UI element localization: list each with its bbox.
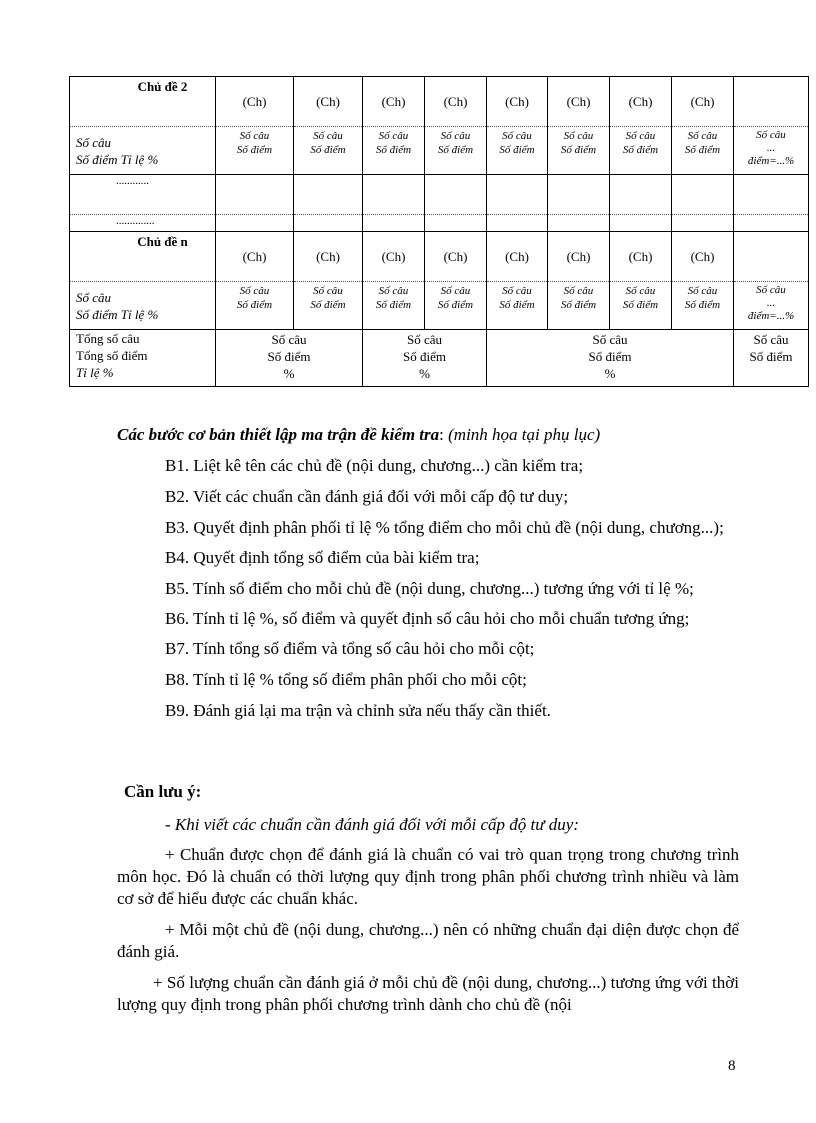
sum-line2: ... [766, 142, 776, 154]
row-label-line2: Số điểm Tỉ lệ % [76, 151, 159, 167]
note-item: + Mỗi một chủ đề (nội dung, chương...) nên có những chuẩn đại diện được chọn để đánh giá. [117, 920, 739, 961]
heading-paren: (minh họa tại phụ lục) [448, 425, 601, 444]
dots-placeholder: .............. [70, 215, 216, 232]
sum-line3: điểm=...% [747, 310, 795, 322]
empty-cell [487, 215, 548, 232]
score-cell [363, 282, 425, 330]
score-cell-line1: Số câu [563, 285, 594, 297]
score-cell-line2: Số điểm [622, 144, 659, 156]
score-cell-line2: Số điểm [684, 299, 721, 311]
score-cell-line1: Số câu [313, 130, 343, 142]
score-cell-line2: Số điểm [375, 299, 412, 311]
empty-cell [363, 215, 425, 232]
sum-line1: Số câu [756, 284, 786, 296]
totals-label-line3: Tỉ lệ % [76, 365, 114, 380]
score-cell-line2: Số điểm [499, 299, 535, 311]
totals-label-line1: Tổng số câu [76, 331, 140, 346]
score-cell-line1: Số câu [687, 285, 718, 297]
score-cell [610, 282, 672, 330]
empty-cell [672, 175, 734, 215]
empty-cell [734, 232, 809, 282]
row-label [70, 282, 216, 330]
ch-cell: (Ch) [363, 232, 425, 282]
score-cell-line2: Số điểm [437, 299, 474, 311]
score-cell [610, 127, 672, 175]
score-cell [216, 282, 294, 330]
empty-cell [734, 77, 809, 127]
totals-label [70, 330, 216, 387]
matrix-table [69, 76, 809, 387]
score-cell-line2: Số điểm [236, 144, 273, 156]
totals-line3: % [419, 366, 430, 381]
step-item: B6. Tính tỉ lệ %, số điểm và quyết định số câu hỏi cho mỗi chuẩn tương ứng; [165, 609, 690, 628]
totals-cell [734, 330, 809, 387]
topic-2-score-row [70, 127, 809, 175]
ch-cell: (Ch) [548, 77, 610, 127]
score-cell [672, 127, 734, 175]
empty-cell [672, 215, 734, 232]
score-cell-line2: Số điểm [560, 299, 597, 311]
score-cell [363, 127, 425, 175]
totals-line3: % [604, 366, 616, 381]
empty-cell [548, 175, 610, 215]
row-label-line2: Số điểm Tỉ lệ % [76, 306, 159, 322]
score-cell-line1: Số câu [313, 285, 343, 297]
score-cell-line2: Số điểm [622, 299, 659, 311]
ch-cell: (Ch) [425, 232, 487, 282]
topic-n-title: Chủ đề n [70, 232, 216, 282]
score-cell [425, 282, 487, 330]
score-cell-line2: Số điểm [236, 299, 273, 311]
totals-line1: Số câu [271, 332, 307, 347]
ch-cell: (Ch) [487, 77, 548, 127]
empty-cell [610, 175, 672, 215]
row-label-line1: Số câu [76, 289, 112, 305]
empty-cell [216, 215, 294, 232]
empty-cell [363, 175, 425, 215]
totals-cell [487, 330, 734, 387]
page-number: 8 [728, 1058, 736, 1074]
note-item: + Số lượng chuẩn cần đánh giá ở mỗi chủ đề (nội dung, chương...) tương ứng với thời lượng quy định trong phân phối chương trình dành cho chủ đề (nội [117, 973, 739, 1014]
totals-line1: Số câu [753, 332, 789, 347]
step-item: B2. Viết các chuẩn cần đánh giá đối với mỗi cấp độ tư duy; [165, 487, 569, 506]
heading-bold: Các bước cơ bản thiết lập ma trận đề kiểm tra [117, 425, 440, 444]
ch-cell: (Ch) [487, 232, 548, 282]
note-subheading: - Khi viết các chuẩn cần đánh giá đối với mỗi cấp độ tư duy: [165, 815, 579, 834]
step-item: B9. Đánh giá lại ma trận và chỉnh sửa nếu thấy cần thiết. [165, 701, 551, 720]
step-item: B7. Tính tổng số điểm và tổng số câu hỏi cho mỗi cột; [165, 639, 535, 658]
score-cell-line1: Số câu [502, 285, 532, 297]
score-cell-line1: Số câu [239, 285, 270, 297]
score-cell-line1: Số câu [687, 130, 718, 142]
ch-cell: (Ch) [294, 77, 363, 127]
sum-line2: ... [766, 297, 776, 309]
totals-line1: Số câu [592, 332, 628, 347]
step-item: B1. Liệt kê tên các chủ đề (nội dung, chương...) cần kiểm tra; [165, 456, 584, 475]
dots-placeholder: ............ [70, 175, 216, 215]
score-cell-line1: Số câu [440, 130, 471, 142]
totals-cell [216, 330, 363, 387]
totals-row [70, 330, 809, 387]
score-cell [487, 127, 548, 175]
score-cell-line1: Số câu [378, 130, 409, 142]
empty-cell [425, 215, 487, 232]
score-cell-line1: Số câu [239, 130, 270, 142]
totals-line3: % [283, 366, 295, 381]
note-body [117, 814, 739, 1016]
empty-cell [610, 215, 672, 232]
empty-cell [734, 215, 809, 232]
score-cell-line2: Số điểm [310, 144, 346, 156]
placeholder-row [70, 215, 809, 232]
score-cell-line1: Số câu [625, 285, 656, 297]
totals-line1: Số câu [406, 332, 443, 347]
empty-cell [294, 175, 363, 215]
ch-cell: (Ch) [363, 77, 425, 127]
ch-cell: (Ch) [672, 232, 734, 282]
ch-cell: (Ch) [216, 77, 294, 127]
sum-cell [734, 282, 809, 330]
empty-cell [548, 215, 610, 232]
totals-label-line2: Tổng số điểm [76, 348, 148, 363]
ch-cell: (Ch) [294, 232, 363, 282]
empty-cell [216, 175, 294, 215]
ch-cell: (Ch) [548, 232, 610, 282]
totals-line2: Số điểm [749, 349, 793, 364]
topic-2-row [70, 77, 809, 127]
step-item: B8. Tính tỉ lệ % tổng số điểm phân phối cho mỗi cột; [165, 670, 527, 689]
note-item: + Chuẩn được chọn để đánh giá là chuẩn có vai trò quan trọng trong chương trình môn học. Đó là chuẩn có thời lượng quy định trong phân phối chương trình nhiều và làm cơ sở để hiểu được các chuẩn khác. [117, 845, 739, 908]
section-heading [117, 424, 739, 446]
score-cell-line2: Số điểm [560, 144, 597, 156]
totals-cell [363, 330, 487, 387]
ch-cell: (Ch) [610, 232, 672, 282]
topic-2-title: Chủ đề 2 [70, 77, 216, 127]
step-item: B3. Quyết định phân phối tỉ lệ % tổng điểm cho mỗi chủ đề (nội dung, chương...); [165, 518, 724, 537]
step-item: B4. Quyết định tổng số điểm của bài kiểm tra; [165, 548, 480, 567]
score-cell [487, 282, 548, 330]
topic-n-row [70, 232, 809, 282]
empty-cell [487, 175, 548, 215]
sum-line1: Số câu [756, 129, 786, 141]
ch-cell: (Ch) [672, 77, 734, 127]
topic-n-score-row [70, 282, 809, 330]
steps-list [117, 455, 739, 731]
sum-line3: điểm=...% [747, 155, 795, 167]
empty-cell [734, 175, 809, 215]
ch-cell: (Ch) [216, 232, 294, 282]
totals-line2: Số điểm [267, 349, 311, 364]
note-title: Cần lưu ý: [124, 782, 202, 801]
score-cell-line1: Số câu [440, 285, 471, 297]
sum-cell [734, 127, 809, 175]
score-cell [672, 282, 734, 330]
ch-cell: (Ch) [425, 77, 487, 127]
score-cell [216, 127, 294, 175]
score-cell-line1: Số câu [378, 285, 409, 297]
score-cell [294, 127, 363, 175]
empty-cell [294, 215, 363, 232]
row-label-line1: Số câu [76, 134, 112, 150]
score-cell [548, 127, 610, 175]
score-cell-line1: Số câu [502, 130, 532, 142]
ch-cell: (Ch) [610, 77, 672, 127]
score-cell-line2: Số điểm [375, 144, 412, 156]
score-cell [294, 282, 363, 330]
score-cell [425, 127, 487, 175]
score-cell-line2: Số điểm [437, 144, 474, 156]
score-cell-line1: Số câu [563, 130, 594, 142]
score-cell-line2: Số điểm [499, 144, 535, 156]
score-cell-line2: Số điểm [684, 144, 721, 156]
placeholder-row [70, 175, 809, 215]
step-item: B5. Tính số điểm cho mỗi chủ đề (nội dung, chương...) tương ứng với tỉ lệ %; [165, 579, 694, 598]
heading-colon: : [439, 425, 449, 444]
row-label [70, 127, 216, 175]
totals-line2: Số điểm [588, 349, 632, 364]
score-cell-line2: Số điểm [310, 299, 346, 311]
empty-cell [425, 175, 487, 215]
totals-line2: Số điểm [403, 349, 446, 364]
score-cell-line1: Số câu [625, 130, 656, 142]
score-cell [548, 282, 610, 330]
